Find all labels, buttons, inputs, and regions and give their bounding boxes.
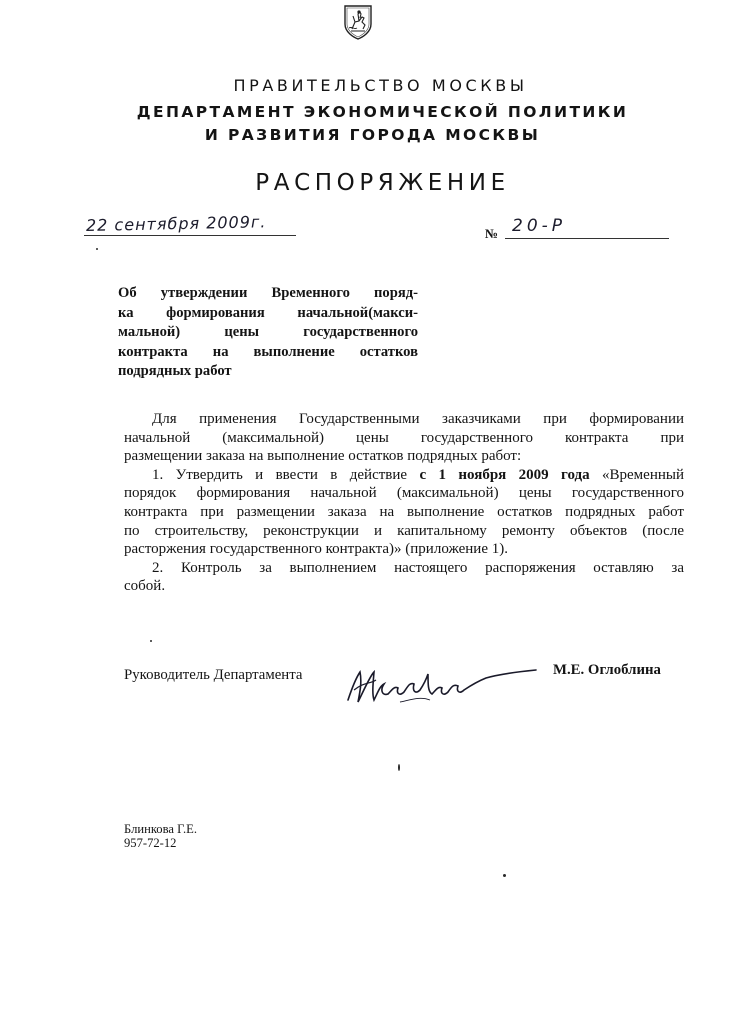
handwritten-signature <box>340 660 540 710</box>
body-line-item-1 <box>124 466 684 485</box>
document-body <box>124 410 684 596</box>
body-line: начальной (максимальной) цены государственного контракта при <box>124 429 684 446</box>
government-heading: ПРАВИТЕЛЬСТВО МОСКВЫ <box>233 76 528 95</box>
executor-name: Блинкова Г.Е. <box>124 822 197 836</box>
body-line: по строительству, реконструкции и капитальному ремонту объектов (после <box>124 522 684 539</box>
body-line: собой. <box>124 578 166 595</box>
scan-speck <box>398 764 400 771</box>
department-heading-line-1: ДЕПАРТАМЕНТ ЭКОНОМИЧЕСКОЙ ПОЛИТИКИ <box>136 103 629 121</box>
subject-line: ка формирования начальной(макси- <box>118 304 418 321</box>
scan-speck <box>96 248 98 250</box>
number-label: № <box>485 226 499 241</box>
moscow-coat-of-arms-icon <box>343 4 373 40</box>
subject-line: подрядных работ <box>118 363 232 380</box>
document-subject <box>118 284 418 382</box>
signer-position: Руководитель Департамента <box>124 667 303 683</box>
subject-line: контракта на выполнение остатков <box>118 343 418 360</box>
department-heading-line-2: И РАЗВИТИЯ ГОРОДА МОСКВЫ <box>204 126 541 144</box>
body-line: Для применения Государственными заказчиками при формировании <box>152 411 684 427</box>
executor-phone: 957-72-12 <box>124 836 177 850</box>
scan-speck <box>503 874 506 877</box>
date-underline <box>84 235 296 236</box>
handwritten-document-number: 20-Р <box>512 216 567 236</box>
body-line: порядок формирования начальной (максимальной) цены государственного <box>124 485 684 502</box>
scan-speck <box>150 640 152 642</box>
subject-line: Об утверждении Временного поряд- <box>118 285 418 301</box>
document-type-title: РАСПОРЯЖЕНИЕ <box>255 170 510 196</box>
body-line: 2. Контроль за выполнением настоящего распоряжения оставляю за <box>152 559 684 576</box>
subject-line: мальной) цены государственного <box>118 324 418 341</box>
signer-name: М.Е. Оглоблина <box>553 662 661 678</box>
body-line: размещении заказа на выполнение остатков подрядных работ: <box>124 448 522 465</box>
handwritten-date: 22 сентября 2009г. <box>85 212 267 235</box>
item-1-lead: 1. Утвердить и ввести в действие <box>152 466 420 483</box>
effective-date: с 1 ноября 2009 года <box>419 466 590 483</box>
number-underline <box>505 238 669 239</box>
item-1-tail: «Временный <box>589 466 684 483</box>
body-line: контракта при размещении заказа на выполнение остатков подрядных работ <box>124 503 684 520</box>
body-line: расторжения государственного контракта)» (приложение 1). <box>124 541 508 558</box>
